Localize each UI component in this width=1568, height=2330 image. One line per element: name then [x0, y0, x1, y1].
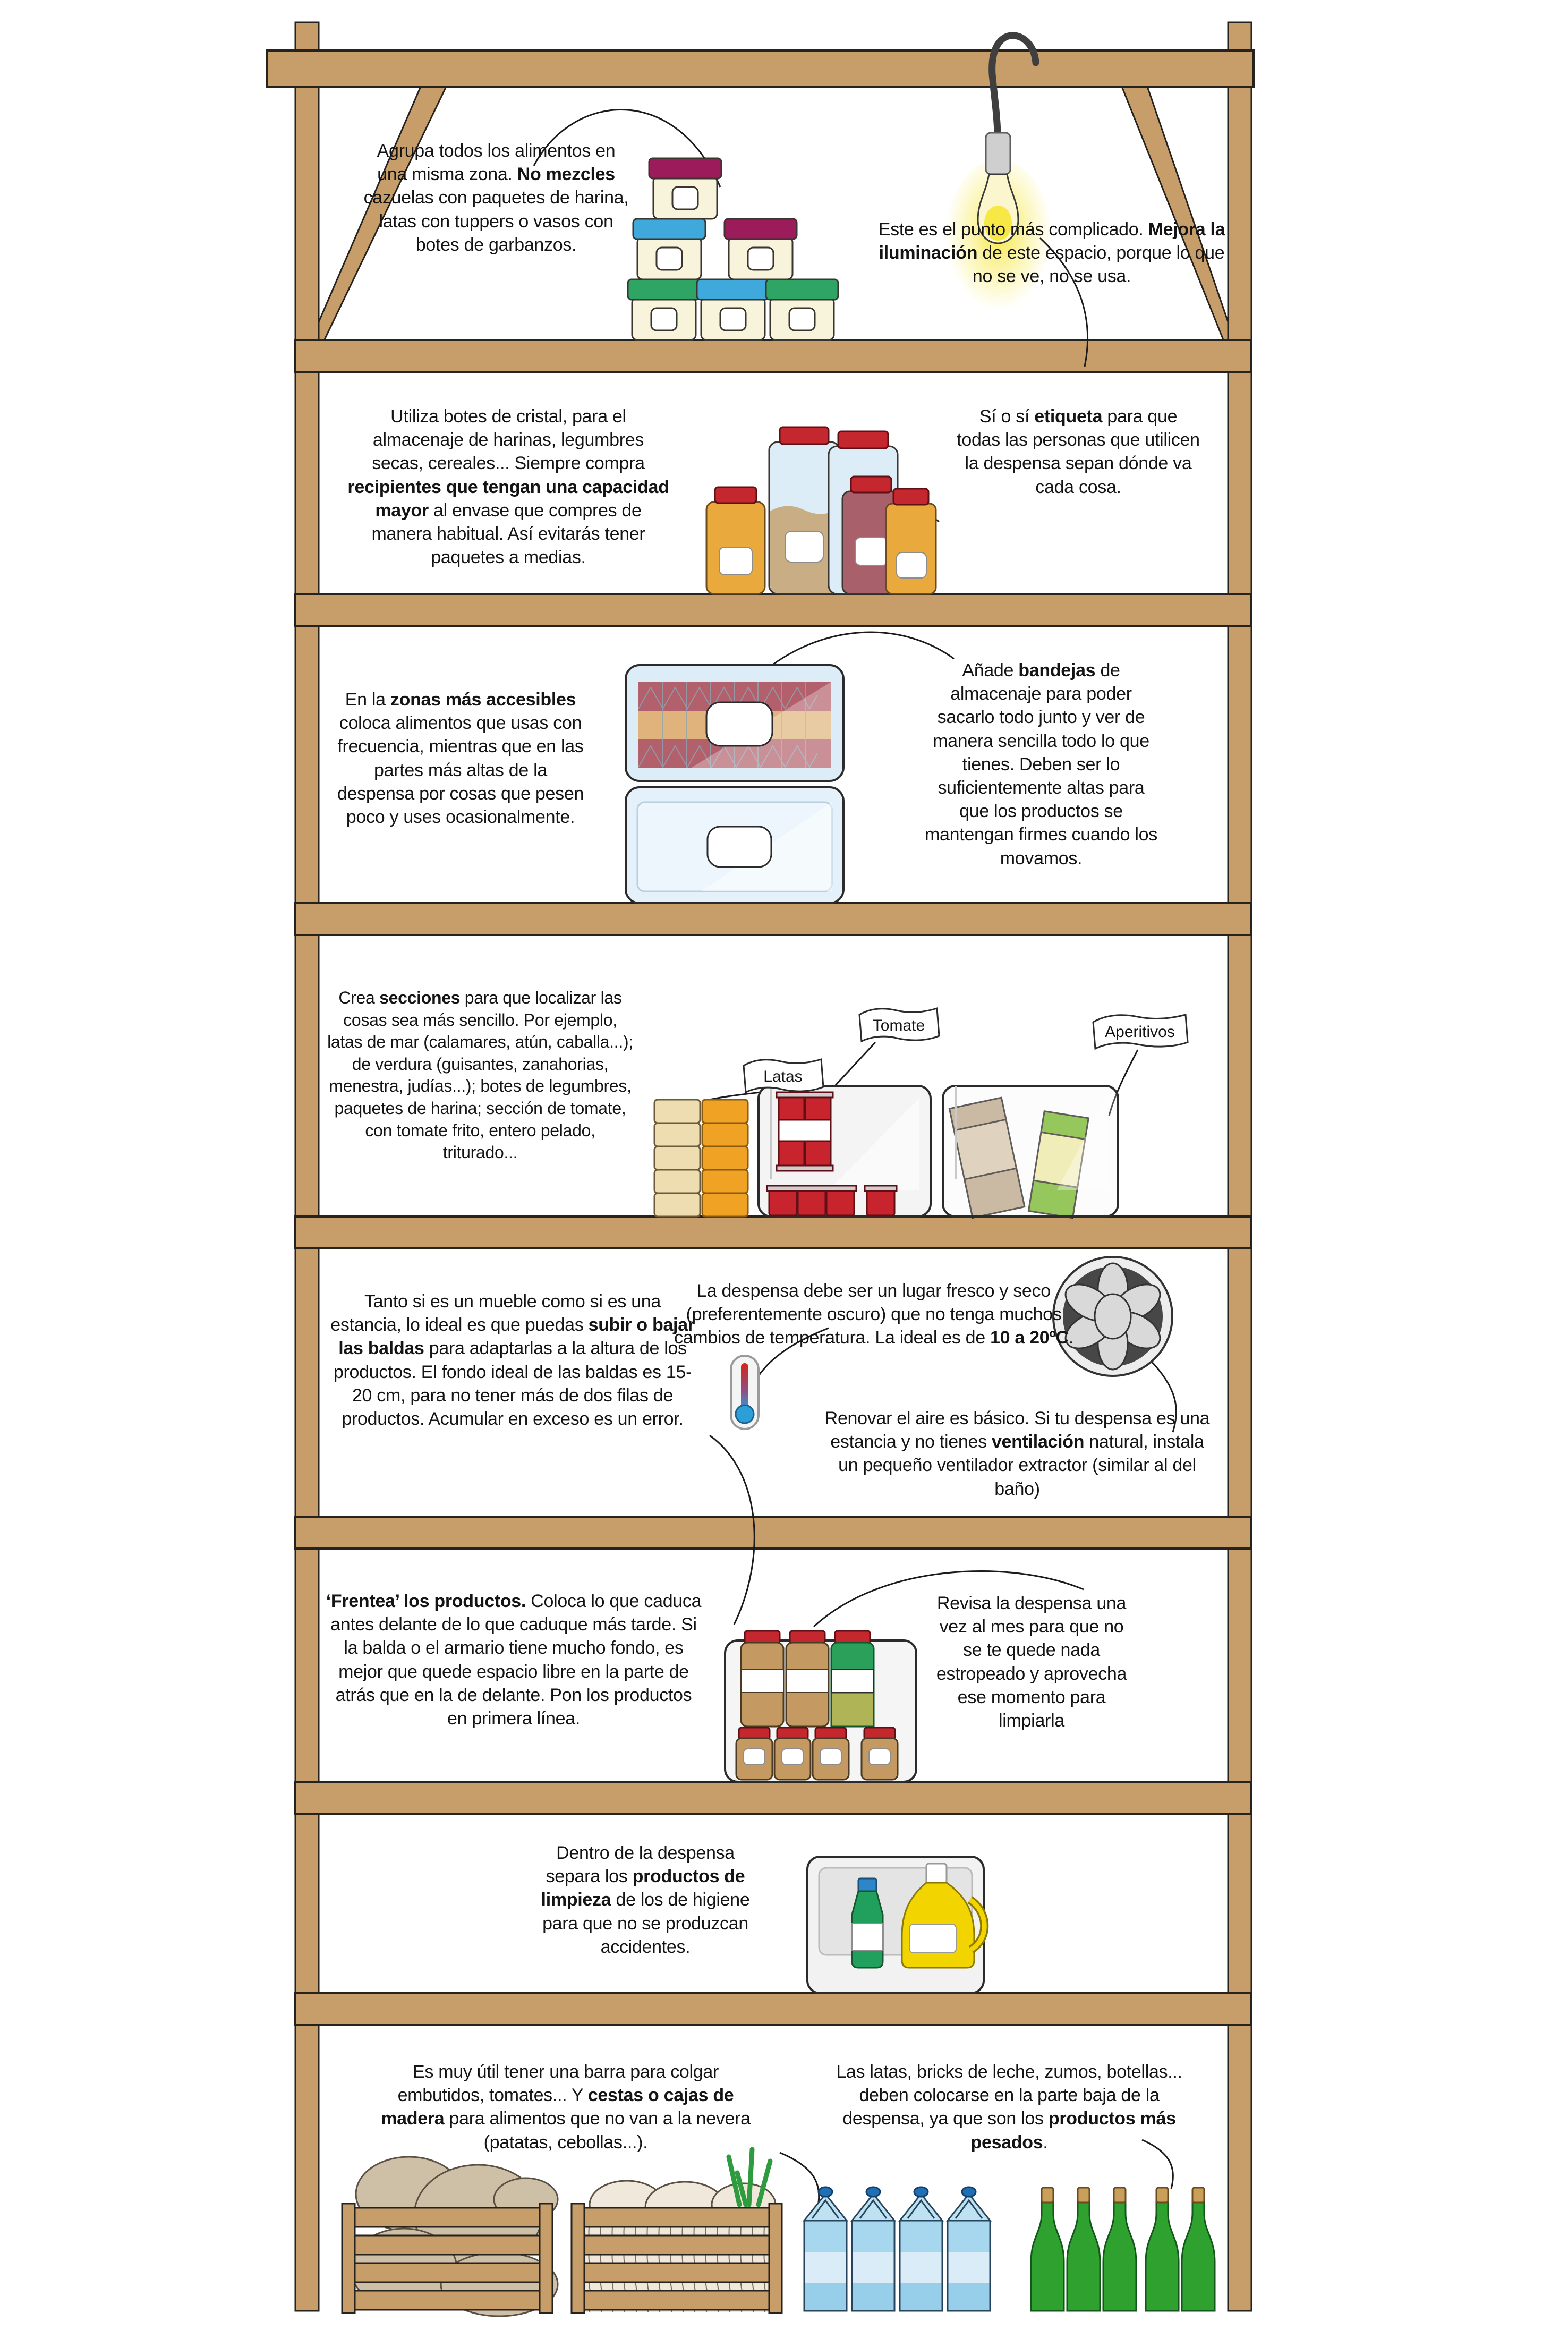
flag-latas	[744, 1059, 823, 1092]
tip-frentea-c: Coloca lo que caduca antes delante de lo que caduque más tarde. Si la balda o el armario tiene mucho fondo, es mejor que quede espacio libre en la parte de atrás que en la de delante. Pon los productos en primera línea.	[330, 1591, 702, 1729]
tip-bandejas-b: bandejas	[1018, 660, 1096, 681]
tomato-cans-bin-illustration	[759, 1086, 931, 1217]
tip-frentea	[324, 1589, 703, 1730]
tip-secciones-c: para que localizar las cosas sea más sencillo. Por ejemplo, latas de mar (calamares, atún, caballa...); de verdura (guisantes, zanahorias, menestra, judías...); botes de legumbres, paquetes de harina; sección de tomate, con tomate frito, entero pelado, triturado...	[327, 988, 633, 1162]
thermometer-icon	[731, 1356, 759, 1429]
tip-bandejas	[924, 659, 1158, 870]
tip-ventilacion-a: Renovar el aire es básico. Si tu despensa es una estancia y no tienes	[824, 1408, 1210, 1452]
tip-bandejas-c: de almacenaje para poder sacarlo todo junto y ver de manera sencilla todo lo que tienes. Deben ser lo suficientemente altas para que los productos se mantengan firmes cuando los movamos.	[925, 660, 1157, 869]
flag-tomate	[859, 1008, 939, 1041]
tip-barra-b: cestas o cajas de madera	[381, 2085, 734, 2129]
flag-aperitivos-label: Aperitivos	[1105, 1023, 1175, 1041]
shelf-board-7	[295, 1993, 1251, 2025]
tip-limpieza-a: Dentro de la despensa separa los	[546, 1843, 735, 1887]
tip-limpieza-c: de los de higiene para que no se produzcan accidentes.	[542, 1890, 750, 1957]
onion-crate-illustration	[572, 2149, 782, 2313]
flag-tomate-label: Tomate	[872, 1017, 925, 1034]
tip-accesibles-a: En la	[345, 690, 390, 710]
tip-pesados-b: productos más pesados	[970, 2108, 1176, 2153]
tip-barra	[372, 2060, 760, 2154]
tip-cristal-b: recipientes que tengan una capacidad mayor	[347, 477, 669, 521]
tip-agrupa-b: No mezcles	[517, 164, 615, 185]
tip-agrupa-c: cazuelas con paquetes de harina, latas con tuppers o vasos con botes de garbanzos.	[363, 188, 629, 255]
top-beam	[267, 50, 1254, 87]
tip-limpieza	[531, 1841, 760, 1959]
tip-temperatura	[667, 1279, 1081, 1350]
tip-agrupa	[363, 139, 629, 257]
tip-secciones	[326, 987, 634, 1164]
tip-accesibles-c: coloca alimentos que usas con frecuencia, mientras que en las partes más altas de la despensa por cosas que pesen poco y uses ocasionalmente.	[337, 713, 584, 827]
shelf-board-6	[295, 1782, 1251, 1814]
tip-cristal-c: al envase que compres de manera habitual. Así evitarás tener paquetes a medias.	[371, 500, 645, 568]
tip-baldas	[329, 1290, 696, 1431]
cans-stack-illustration	[654, 1100, 748, 1217]
tip-baldas-b: subir o bajar las baldas	[338, 1315, 695, 1359]
tip-secciones-b: secciones	[379, 988, 461, 1007]
tip-cristal-a: Utiliza botes de cristal, para el almacenaje de harinas, legumbres secas, cereales... Siempre compra	[372, 406, 645, 474]
cleaning-products-illustration	[807, 1857, 984, 1993]
shelf-board-2	[295, 594, 1251, 626]
green-bottles-illustration	[1031, 2188, 1215, 2311]
tip-baldas-a: Tanto si es un mueble como si es una estancia, lo ideal es que puedas	[330, 1291, 661, 1336]
tip-etiqueta-b: etiqueta	[1034, 406, 1103, 427]
tip-iluminacion-b: Mejora la iluminación	[879, 219, 1225, 263]
shelf-board-1	[295, 340, 1251, 372]
tip-iluminacion-a: Este es el punto más complicado.	[878, 219, 1148, 240]
fronted-jars-illustration	[725, 1631, 916, 1782]
shelf-board-5	[295, 1517, 1251, 1549]
tip-baldas-c: para adaptarlas a la altura de los productos. El fondo ideal de las baldas es 15-20 cm, para no tener más de dos filas de productos. Acumular en exceso es un error.	[333, 1338, 692, 1429]
tip-ventilacion	[821, 1407, 1214, 1501]
milk-bricks-illustration	[804, 2187, 990, 2311]
tip-pesados	[834, 2060, 1184, 2154]
flag-latas-label: Latas	[763, 1068, 803, 1085]
shelf-board-3	[295, 903, 1251, 935]
tupper-stack-illustration	[628, 158, 838, 340]
glass-jars-illustration	[706, 427, 936, 594]
tip-temperatura-b: 10 a 20ºC	[990, 1328, 1069, 1348]
storage-trays-illustration	[626, 665, 843, 903]
tip-temperatura-a: La despensa debe ser un lugar fresco y seco (preferentemente oscuro) que no tenga muchos cambios de temperatura. La ideal es de	[674, 1281, 1062, 1348]
snacks-bin-illustration	[943, 1086, 1118, 1218]
tip-temperatura-c: .	[1068, 1328, 1073, 1348]
tip-barra-c: para alimentos que no van a la nevera (patatas, cebollas...).	[444, 2108, 751, 2153]
tip-ventilacion-c: natural, instala un pequeño ventilador extractor (similar al del baño)	[838, 1432, 1204, 1499]
potato-crate-illustration	[342, 2157, 558, 2316]
tip-pesados-a: Las latas, bricks de leche, zumos, botellas... deben colocarse en la parte baja de la despensa, ya que son los	[836, 2062, 1182, 2129]
shelf-board-4	[295, 1217, 1251, 1248]
flag-aperitivos	[1093, 1015, 1188, 1049]
tip-revisa-a: Revisa la despensa una vez al mes para que no se te quede nada estropeado y aprovecha ese momento para limpiarla	[936, 1593, 1127, 1731]
tip-limpieza-b: productos de limpieza	[541, 1866, 745, 1910]
tip-etiqueta	[956, 405, 1200, 499]
tip-iluminacion	[876, 218, 1227, 288]
tip-accesibles-b: zonas más accesibles	[390, 690, 576, 710]
tip-cristal	[345, 405, 671, 569]
tip-bandejas-a: Añade	[962, 660, 1019, 681]
tip-etiqueta-a: Sí o sí	[979, 406, 1035, 427]
tip-iluminacion-c: de este espacio, porque lo que no se ve, no se usa.	[972, 243, 1225, 287]
tip-revisa	[931, 1592, 1132, 1732]
tip-etiqueta-c: para que todas las personas que utilicen la despensa sepan dónde va cada cosa.	[957, 406, 1200, 497]
tip-barra-a: Es muy útil tener una barra para colgar embutidos, tomates... Y	[397, 2062, 719, 2106]
tip-agrupa-a: Agrupa todos los alimentos en una misma zona.	[377, 141, 616, 185]
tip-frentea-b: ‘Frentea’ los productos.	[326, 1591, 526, 1611]
tip-secciones-a: Crea	[338, 988, 380, 1007]
tip-ventilacion-b: ventilación	[991, 1432, 1085, 1452]
callout-line	[780, 2153, 819, 2206]
tip-pesados-c: .	[1043, 2132, 1048, 2153]
tip-accesibles	[336, 688, 585, 829]
